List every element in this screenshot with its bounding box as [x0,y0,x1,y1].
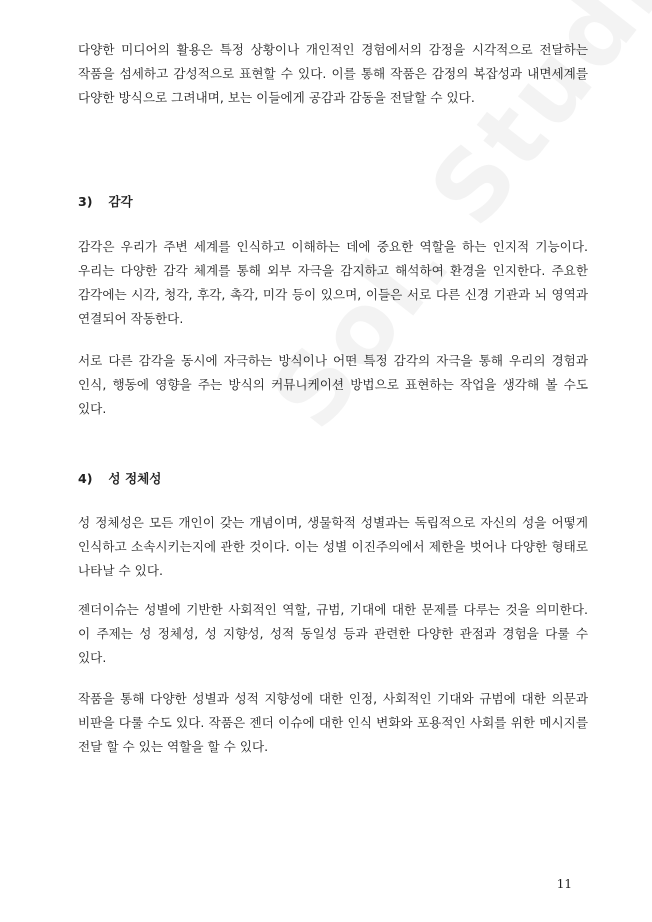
section-4-paragraph-2: 젠더이슈는 성별에 기반한 사회적인 역할, 규범, 기대에 대한 문제를 다루는 것을 의미한다. 이 주제는 성 정체성, 성 지향성, 성적 동일성 등과 관련한 다양한 관점과 경험을 다룰 수 있다. [78,602,588,665]
section-3-number: 3) [78,194,93,209]
section-4-paragraph-3: 작품을 통해 다양한 성별과 성적 지향성에 대한 인정, 사회적인 기대와 규범에 대한 의문과 비판을 다룰 수도 있다. 작품은 젠더 이슈에 대한 인식 변화와 포용적인 사회를 위한 메시지를 전달 할 수 있는 역할을 할 수 있다. [78,691,588,754]
section-4-heading [78,467,161,491]
section-4-number: 4) [78,471,93,486]
section-3-paragraph-2: 서로 다른 감각을 동시에 자극하는 방식이나 어떤 특정 감각의 자극을 통해 우리의 경험과 인식, 행동에 영향을 주는 방식의 커뮤니케이션 방법으로 표현하는 작업을 생각해 볼 수도 있다. [78,353,588,416]
section-3-title: 감각 [108,194,133,209]
section-3-heading [78,190,133,214]
section-4-title: 성 정체성 [108,471,162,486]
section-3-paragraph-1: 감각은 우리가 주변 세계를 인식하고 이해하는 데에 중요한 역할을 하는 인지적 기능이다. 우리는 다양한 감각 체계를 통해 외부 자극을 감지하고 해석하여 환경을 인지한다. 주요한 감각에는 시각, 청각, 후각, 촉각, 미각 등이 있으며, 이들은 서로 다른 신경 기관과 뇌 영역과 연결되어 작동한다. [78,239,588,326]
intro-paragraph: 다양한 미디어의 활용은 특정 상황이나 개인적인 경험에서의 감정을 시각적으로 전달하는 작품을 섬세하고 감성적으로 표현할 수 있다. 이를 통해 작품은 감정의 복잡성과 내면세계를 다양한 방식으로 그려내며, 보는 이들에게 공감과 감동을 전달할 수 있다. [78,42,588,105]
section-4-paragraph-1: 성 정체성은 모든 개인이 갖는 개념이며, 생물학적 성별과는 독립적으로 자신의 성을 어떻게 인식하고 소속시키는지에 관한 것이다. 이는 성별 이진주의에서 제한을 벗어나 다양한 형태로 나타날 수 있다. [78,515,588,578]
page-number: 11 [556,877,572,891]
